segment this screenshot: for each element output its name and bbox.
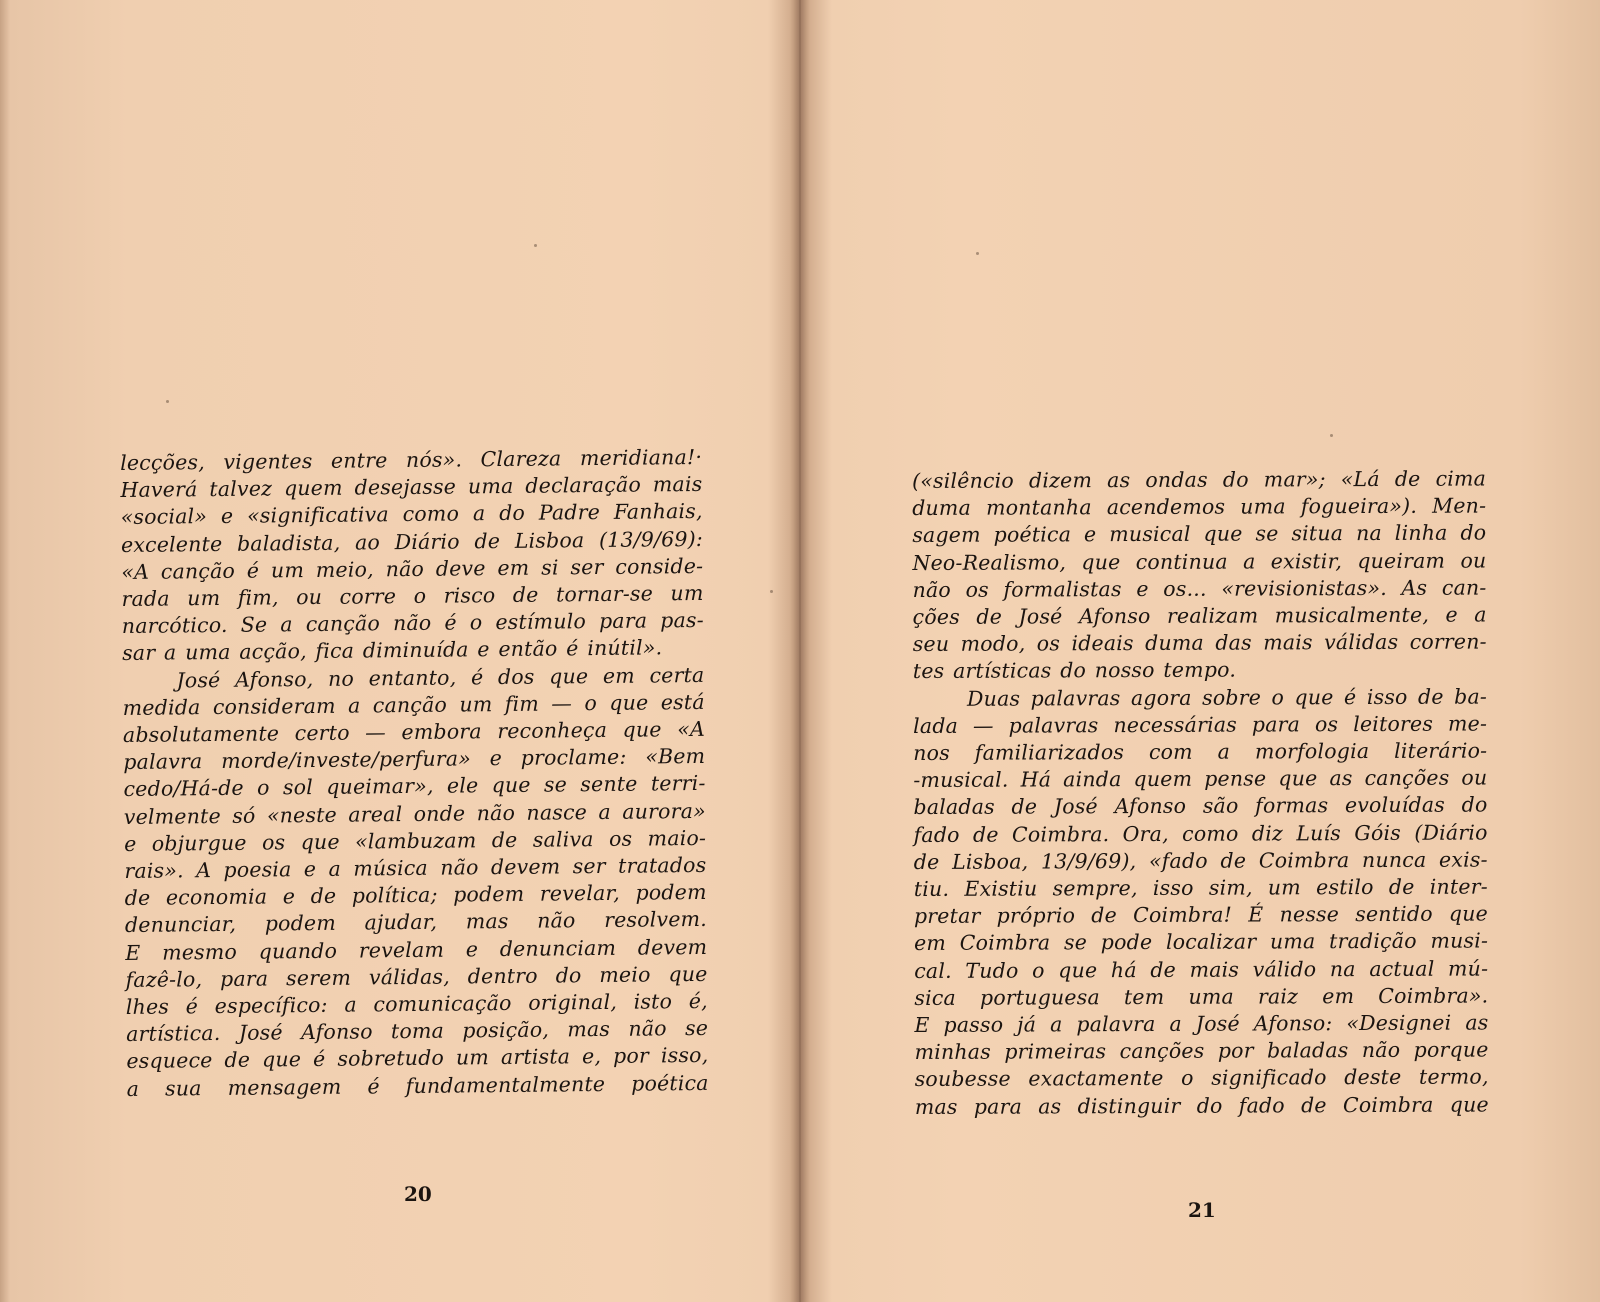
text-line: medida consideram a canção um fim — o que está bbox=[122, 689, 705, 720]
text-line: duma montanha acendemos uma fogueira»). Men- bbox=[912, 493, 1487, 521]
text-line: rada um fim, ou corre o risco de tornar-se um bbox=[121, 580, 704, 612]
text-line: sica portuguesa tem uma raiz em Coimbra». bbox=[914, 983, 1489, 1010]
text-line: E mesmo quando revelam e denunciam devem bbox=[125, 934, 708, 965]
left-page-text bbox=[120, 444, 709, 1103]
page-number-left: 20 bbox=[404, 1182, 432, 1206]
text-line: e objurgue os que «lambuzam de saliva os maio- bbox=[123, 825, 707, 856]
text-line: Haverá talvez quem desejasse uma declaração mais bbox=[120, 472, 703, 503]
text-line: minhas primeiras canções por baladas não porque bbox=[914, 1037, 1489, 1065]
paper-speck bbox=[976, 252, 979, 255]
text-line: «social» e «significativa como a do Padre Fanhais, bbox=[120, 499, 703, 530]
paper-speck bbox=[166, 400, 169, 403]
text-line: nos familiarizados com a morfologia literário- bbox=[913, 738, 1488, 766]
text-line: -musical. Há ainda quem pense que as canções ou bbox=[913, 765, 1488, 793]
text-line: narcótico. Se a canção não é o estímulo para pas- bbox=[121, 608, 704, 639]
text-line: absolutamente certo — embora reconheça que «A bbox=[122, 716, 706, 748]
text-line: seu modo, os ideais duma das mais válidas corren- bbox=[912, 629, 1487, 657]
text-line: soubesse exactamente o significado deste termo, bbox=[914, 1064, 1489, 1092]
paper-speck bbox=[770, 590, 773, 593]
text-line: a sua mensagem é fundamentalmente poética bbox=[126, 1070, 709, 1101]
text-line: E passo já a palavra a José Afonso: «Designei as bbox=[914, 1010, 1489, 1038]
text-line: palavra morde/investe/perfura» e proclame: «Bem bbox=[123, 744, 706, 775]
text-line: esquece de que é sobretudo um artista e, por isso, bbox=[126, 1043, 709, 1074]
paper-speck bbox=[1330, 434, 1333, 437]
text-line: Neo-Realismo, que continua a existir, queiram ou bbox=[912, 548, 1487, 575]
right-page-text bbox=[912, 465, 1489, 1120]
text-line: de Lisboa, 13/9/69), «fado de Coimbra nunca exis- bbox=[913, 847, 1488, 874]
text-line: José Afonso, no entanto, é dos que em certa bbox=[176, 662, 705, 693]
text-line: velmente só «neste areal onde não nasce a aurora» bbox=[123, 798, 706, 829]
text-line: lada — palavras necessárias para os leitores me- bbox=[913, 711, 1488, 738]
text-line: mas para as distinguir do fado de Coimbra que bbox=[914, 1092, 1489, 1119]
text-line: («silêncio dizem as ondas do mar»; «Lá de cima bbox=[912, 466, 1487, 493]
text-line: lecções, vigentes entre nós». Clareza meridiana!· bbox=[120, 444, 703, 475]
text-line: não os formalistas e os... «revisionistas». As can- bbox=[912, 575, 1487, 602]
text-line: tiu. Existiu sempre, isso sim, um estilo de inter- bbox=[913, 874, 1488, 902]
text-line: rais». A poesia e a música não devem ser tratados bbox=[124, 852, 707, 884]
text-line: cedo/Há-de o sol queimar», ele que se sente terri- bbox=[123, 771, 706, 802]
text-line: Duas palavras agora sobre o que é isso de ba- bbox=[966, 684, 1488, 711]
text-line: pretar próprio de Coimbra! É nesse sentido que bbox=[913, 901, 1489, 929]
text-line: fazê-lo, para serem válidas, dentro do meio que bbox=[125, 961, 708, 992]
paper-speck bbox=[534, 244, 537, 247]
text-line: baladas de José Afonso são formas evoluídas do bbox=[913, 792, 1488, 820]
text-line: fado de Coimbra. Ora, como diz Luís Góis (Diário bbox=[913, 820, 1488, 847]
text-line: «A canção é um meio, não deve em si ser conside- bbox=[121, 553, 704, 584]
text-line: artística. José Afonso toma posição, mas não se bbox=[125, 1016, 709, 1047]
text-line: ções de José Afonso realizam musicalmente, e a bbox=[912, 602, 1487, 630]
text-line: lhes é específico: a comunicação original, isto é, bbox=[125, 988, 708, 1020]
page-number-right: 21 bbox=[1188, 1198, 1216, 1222]
text-line: tes artísticas do nosso tempo. bbox=[912, 658, 1237, 684]
text-line: de economia e de política; podem revelar, podem bbox=[124, 880, 707, 911]
text-line: cal. Tudo o que há de mais válido na actual mú- bbox=[914, 956, 1489, 983]
left-page bbox=[0, 0, 798, 1302]
text-line: denunciar, podem ajudar, mas não resolvem. bbox=[124, 907, 708, 938]
text-line: sagem poética e musical que se situa na linha do bbox=[912, 520, 1487, 548]
text-line: em Coimbra se pode localizar uma tradição musi- bbox=[914, 928, 1489, 956]
text-line: excelente baladista, ao Diário de Lisboa (13/9/69): bbox=[120, 526, 704, 557]
text-line: sar a uma acção, fica diminuída e então é inútil». bbox=[122, 635, 663, 666]
